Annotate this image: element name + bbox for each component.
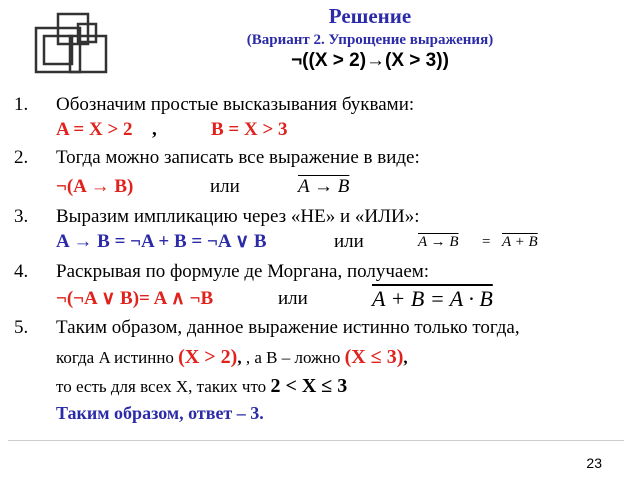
condition-text: когда A истинно (56, 348, 174, 367)
implication-expansion: A → B = ¬A + B = ¬A ∨ B (56, 231, 267, 252)
step-number: 1. (14, 94, 29, 115)
page-number: 23 (586, 455, 602, 471)
step-text: Выразим импликацию через «НЕ» и «ИЛИ»: (56, 206, 420, 227)
footer-divider (8, 440, 624, 441)
or-word: или (210, 176, 240, 197)
step-text: Раскрывая по формуле де Моргана, получаем: (56, 261, 430, 282)
slide-expression: ¬((X > 2)→(X > 3)) (291, 50, 449, 71)
step-text: Обозначим простые высказывания буквами: (56, 94, 415, 115)
overlapping-squares-logo-icon (34, 12, 116, 80)
overlined-implication-small: A → B (418, 234, 459, 250)
de-morgan-result: ¬(¬A ∨ B)= A ∧ ¬B (56, 288, 214, 309)
slide-subtitle: (Вариант 2. Упрощение выражения) (246, 32, 494, 48)
condition-false: (X ≤ 3) (344, 346, 404, 368)
equals-sign: = (482, 234, 491, 250)
answer-text: Таким образом, ответ – 3. (56, 403, 264, 423)
step-number: 3. (14, 206, 29, 227)
step-number: 4. (14, 261, 29, 282)
or-word: или (278, 288, 308, 309)
definition-b: B = X > 3 (211, 119, 288, 140)
step-text: Тогда можно записать все выражение в виде: (56, 147, 420, 168)
or-word: или (334, 231, 364, 252)
overlined-sum: A + B (502, 234, 538, 250)
comma: , (403, 348, 408, 367)
condition-true: (X > 2) (178, 346, 238, 368)
overlined-implication: A → B (298, 176, 350, 197)
range-text: то есть для всех X, таких что (56, 377, 267, 396)
comma: , (237, 348, 242, 367)
step-number: 2. (14, 147, 29, 168)
comma: , (152, 119, 157, 140)
slide-title: Решение (328, 4, 412, 28)
step-number: 5. (14, 317, 29, 338)
step-text: Таким образом, данное выражение истинно только тогда, (56, 317, 520, 338)
definition-a: A = X > 2 (56, 119, 133, 140)
condition-text: , а B – ложно (245, 348, 341, 367)
negated-implication: ¬(A → B) (56, 176, 134, 197)
range-inequality: 2 < X ≤ 3 (270, 375, 348, 397)
de-morgan-formula: A + B = A · B (372, 286, 493, 311)
